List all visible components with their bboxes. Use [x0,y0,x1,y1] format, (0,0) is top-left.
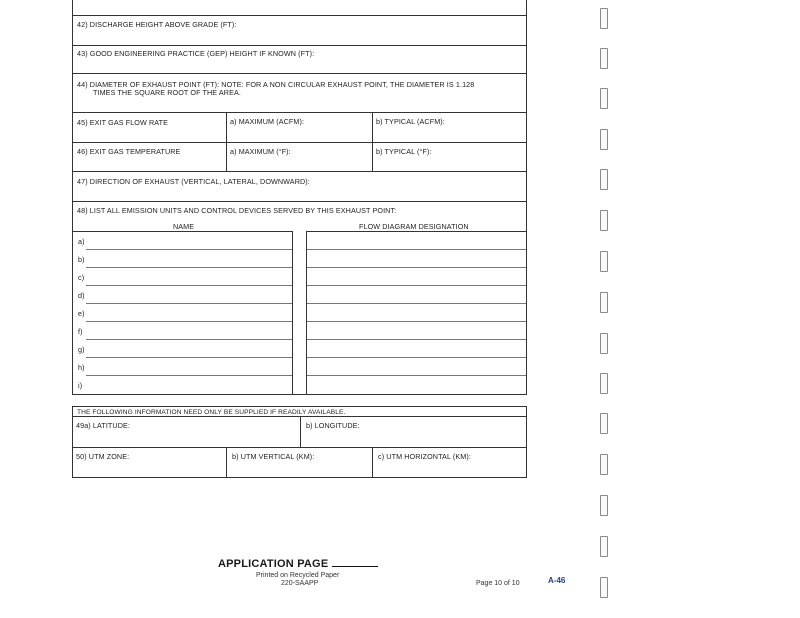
location-notice: THE FOLLOWING INFORMATION NEED ONLY BE SUPPLIED IF READILY AVAILABLE. [77,409,346,416]
q45a-label[interactable]: a) MAXIMUM (ACFM): [230,117,305,126]
row-letter: i) [78,381,83,390]
col-name-header: NAME [173,222,195,231]
top-right-border [526,0,527,16]
table-row[interactable] [72,232,527,250]
utm-top-divider [72,447,527,448]
application-page-text: APPLICATION PAGE [218,558,329,570]
top-left-border [72,0,73,16]
utm-divider-1 [226,447,227,478]
q47-label: 47) DIRECTION OF EXHAUST (VERTICAL, LATERAL, DOWNWARD): [77,177,310,186]
table-row[interactable] [72,286,527,304]
q45-divider-1 [226,112,227,143]
q45b-label[interactable]: b) TYPICAL (ACFM): [376,117,445,126]
q45-label: 45) EXIT GAS FLOW RATE [77,118,168,127]
row-letter: a) [78,237,85,246]
table-row[interactable] [72,322,527,340]
q46a-label[interactable]: a) MAXIMUM (°F): [230,147,291,156]
utm-horizontal-label[interactable]: c) UTM HORIZONTAL (KM): [378,452,471,461]
lat-long-divider [300,416,301,448]
printed-recycled: Printed on Recycled Paper [256,572,340,579]
q46-label: 46) EXIT GAS TEMPERATURE [77,147,181,156]
binder-ring-icon [600,577,608,598]
binder-ring-icon [600,169,608,190]
col-flow-header: FLOW DIAGRAM DESIGNATION [359,222,469,231]
q44-box[interactable] [72,73,527,113]
binder-ring-icon [600,292,608,313]
binder-ring-icon [600,210,608,231]
binder-ring-icon [600,536,608,557]
row-letter: h) [78,363,85,372]
binder-ring-icon [600,48,608,69]
utm-divider-2 [372,447,373,478]
utm-zone-label[interactable]: 50) UTM ZONE: [76,452,130,461]
form-code: 220-SAAPP [281,580,319,587]
q44-label-line2: TIMES THE SQUARE ROOT OF THE AREA. [93,88,241,97]
q46b-label[interactable]: b) TYPICAL (°F): [376,147,432,156]
table-row[interactable] [72,376,527,394]
table-row[interactable] [72,268,527,286]
q45-divider-2 [372,112,373,143]
q46-divider-2 [372,142,373,172]
utm-vertical-label[interactable]: b) UTM VERTICAL (KM): [232,452,315,461]
row-letter: d) [78,291,85,300]
q42-box[interactable] [72,15,527,46]
binder-ring-icon [600,333,608,354]
row-letter: c) [78,273,85,282]
table-row[interactable] [72,358,527,376]
binder-ring-icon [600,413,608,434]
page-number: Page 10 of 10 [476,580,520,587]
binder-ring-icon [600,251,608,272]
table-row[interactable] [72,304,527,322]
q43-box[interactable] [72,45,527,74]
table-row[interactable] [72,340,527,358]
q48-label: 48) LIST ALL EMISSION UNITS AND CONTROL DEVICES SERVED BY THIS EXHAUST POINT: [77,206,397,215]
q44-label-line1: 44) DIAMETER OF EXHAUST POINT (FT): NOTE: FOR A NON CIRCULAR EXHAUST POINT, THE DIAMETER IS 1.128 [77,80,475,89]
latitude-label[interactable]: 49a) LATITUDE: [76,421,130,430]
row-letter: f) [78,327,83,336]
q43-label: 43) GOOD ENGINEERING PRACTICE (GEP) HEIGHT IF KNOWN (FT): [77,49,315,58]
q42-label: 42) DISCHARGE HEIGHT ABOVE GRADE (FT): [77,20,237,29]
binder-ring-icon [600,129,608,150]
row-letter: e) [78,309,85,318]
form-id: A-46 [548,576,566,585]
row-letter: b) [78,255,85,264]
q47-box[interactable] [72,171,527,202]
q46-divider-1 [226,142,227,172]
row-letter: g) [78,345,85,354]
longitude-label[interactable]: b) LONGITUDE: [306,421,360,430]
binder-ring-icon [600,454,608,475]
binder-ring-icon [600,88,608,109]
q46-box [72,142,527,172]
application-page-title [218,558,378,570]
application-page-blank[interactable] [332,558,378,567]
binder-ring-icon [600,8,608,29]
table-row[interactable] [72,250,527,268]
binder-ring-icon [600,373,608,394]
binder-ring-icon [600,495,608,516]
